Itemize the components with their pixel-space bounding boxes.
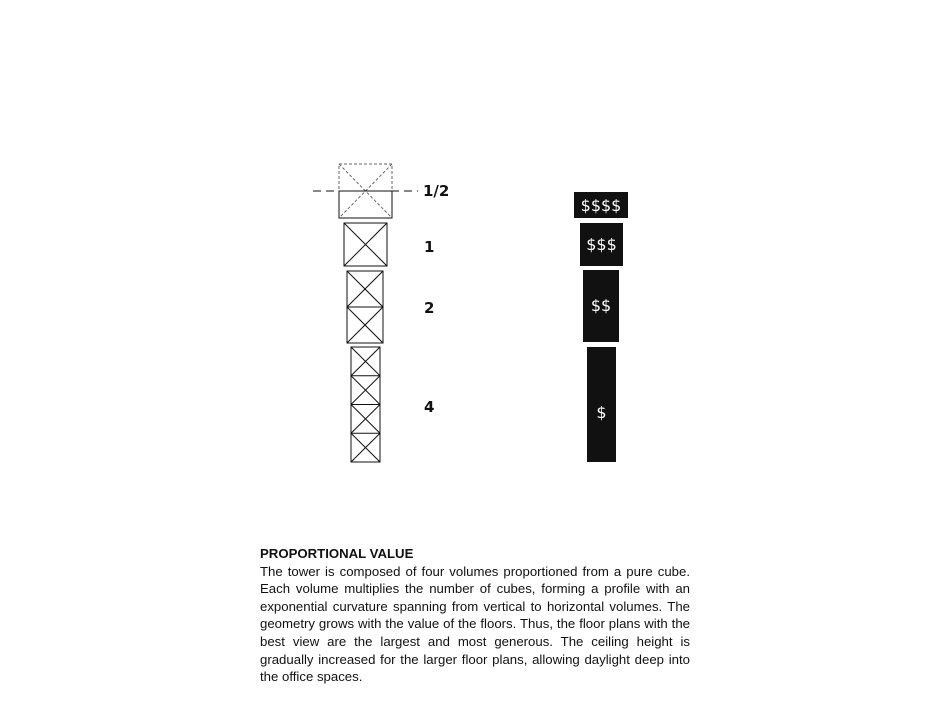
- description-title: PROPORTIONAL VALUE: [260, 546, 414, 561]
- description-body: The tower is composed of four volumes proportioned from a pure cube. Each volume multiplies the number of cubes, forming a profile with an exponential curvature spanning from vertical to horizontal volumes. The geometry grows with the value of the floors. Thus, the floor plans with the best view are the largest and most generous. The ceiling height is gradually increased for the larger floor plans, allowing daylight deep into the office spaces.: [260, 563, 690, 685]
- value-label-4: $$$$: [580, 196, 622, 215]
- label-half: 1/2: [423, 182, 450, 200]
- volume-four-cubes: [351, 347, 380, 462]
- volume-two-cubes: [347, 271, 383, 343]
- volume-one-cube: [344, 223, 387, 266]
- label-four: 4: [424, 398, 435, 416]
- label-one: 1: [424, 238, 435, 256]
- value-label-1: $: [596, 403, 607, 422]
- value-label-2: $$: [590, 296, 612, 315]
- label-two: 2: [424, 299, 435, 317]
- value-label-3: $$$: [586, 235, 617, 254]
- volume-half-cube: [313, 164, 418, 218]
- description: [260, 545, 690, 686]
- cube-stack: [313, 164, 418, 462]
